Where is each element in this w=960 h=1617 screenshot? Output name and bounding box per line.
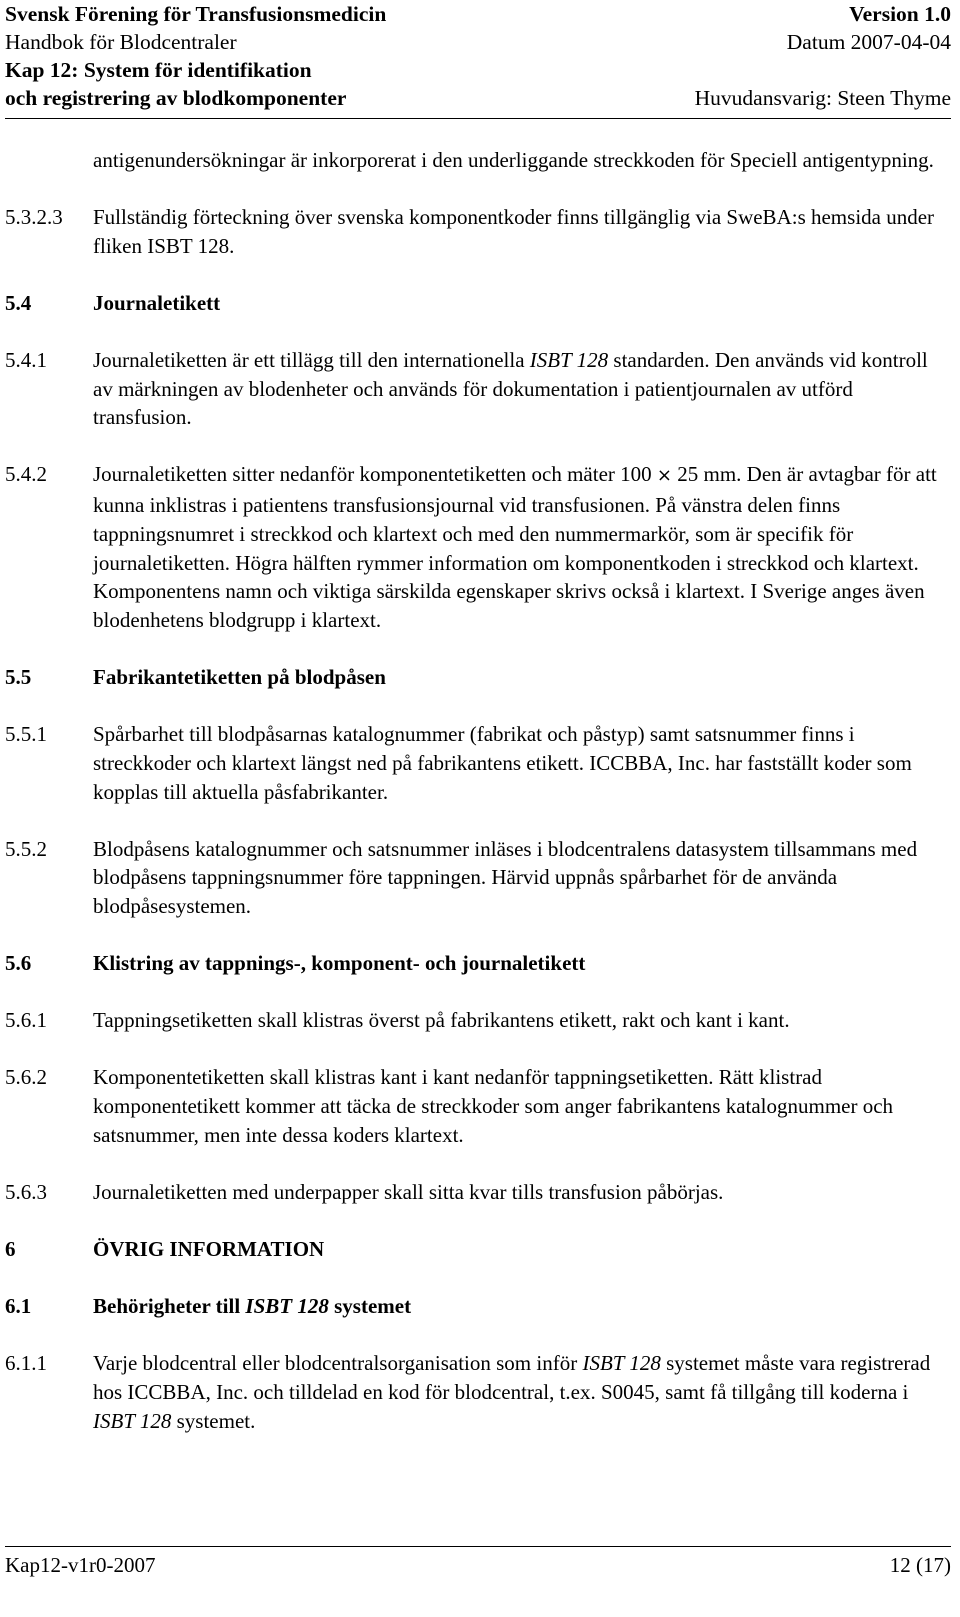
paragraph-5-5-2	[5, 835, 951, 921]
text-run: standarden. Den används vid kontroll av märkningen av blodenheter och används för dokumentation i patientjournalen av utförd transfusion.	[93, 347, 928, 430]
paragraph-number: 5.5.2	[5, 836, 47, 861]
paragraph-number: 5.6.2	[5, 1065, 47, 1090]
header-row-3	[5, 56, 951, 84]
chapter-title-line-1: Kap 12: System för identifikation	[5, 58, 312, 82]
standard-name: ISBT 128	[529, 347, 609, 372]
paragraph-number: 5.6.1	[5, 1008, 47, 1033]
paragraph-number: 5.6.3	[5, 1179, 47, 1204]
paragraph-text: antigenundersökningar är inkorporerat i den underliggande streckkoden för Speciell antigentypning.	[93, 148, 934, 172]
header-row-1	[5, 0, 951, 28]
section-heading-5-5	[5, 663, 951, 692]
handbook-title: Handbok för Blodcentraler	[5, 30, 237, 54]
section-number: 6.1	[5, 1294, 32, 1319]
document-date: Datum 2007-04-04	[786, 30, 951, 54]
standard-name: ISBT 128	[245, 1294, 329, 1319]
section-heading-5-4	[5, 289, 951, 318]
section-title: Fabrikantetiketten på blodpåsen	[93, 665, 386, 690]
text-run: systemet	[328, 1294, 412, 1319]
multiplication-sign: ×	[656, 465, 672, 487]
section-title: ÖVRIG INFORMATION	[93, 1236, 325, 1261]
paragraph-5-3-2-3	[5, 203, 951, 260]
paragraph-5-4-2	[5, 460, 951, 634]
chapter-title-line-2: och registrering av blodkomponenter	[5, 86, 347, 110]
section-title: Klistring av tappnings-, komponent- och journaletikett	[93, 951, 586, 976]
paragraph-5-6-3	[5, 1178, 951, 1207]
paragraph-5-4-1	[5, 346, 951, 432]
paragraph-text	[93, 1349, 951, 1435]
document-body	[5, 146, 951, 1464]
text-run: Behörigheter till	[93, 1294, 246, 1319]
section-number: 5.6	[5, 951, 32, 976]
footer-row	[5, 1551, 951, 1579]
text-run: Journaletiketten sitter nedanför komponentetiketten och mäter 100	[93, 462, 657, 487]
page-header	[5, 0, 951, 112]
text-run: Journaletiketten är ett tillägg till den internationella	[93, 347, 530, 372]
paragraph-text: Fullständig förteckning över svenska komponentkoder finns tillgänglig via SweBA:s hemsida under fliken ISBT 128.	[93, 205, 935, 258]
paragraph-6-1-1	[5, 1349, 951, 1435]
paragraph-5-6-2	[5, 1063, 951, 1149]
responsible-person: Huvudansvarig: Steen Thyme	[694, 86, 951, 110]
standard-name: ISBT 128	[582, 1351, 661, 1376]
page-footer	[5, 1546, 951, 1579]
footer-divider	[5, 1546, 951, 1547]
paragraph-number: 5.4.1	[5, 347, 47, 372]
section-heading-6-1	[5, 1292, 951, 1321]
paragraph-text: Tappningsetiketten skall klistras överst på fabrikantens etikett, rakt och kant i kant.	[93, 1008, 790, 1033]
paragraph-number: 5.4.2	[5, 462, 47, 487]
section-number: 6	[5, 1236, 16, 1261]
text-run: systemet måste vara registrerad hos ICCBBA, Inc. och tilldelad en kod för blodcentral, t.ex. S0045, samt få tillgång till koderna i	[93, 1351, 931, 1404]
paragraph-text	[93, 346, 951, 432]
header-row-2	[5, 28, 951, 56]
paragraph-number: 6.1.1	[5, 1351, 47, 1376]
header-divider	[5, 118, 951, 119]
section-heading-5-6	[5, 949, 951, 978]
header-row-4	[5, 84, 951, 112]
section-number: 5.5	[5, 665, 32, 690]
section-title: Journaletikett	[93, 290, 221, 315]
text-run: systemet.	[171, 1408, 256, 1433]
paragraph-number: 5.3.2.3	[5, 205, 63, 230]
document-id: Kap12-v1r0-2007	[5, 1553, 156, 1577]
paragraph-text: Journaletiketten med underpapper skall sitta kvar tills transfusion påbörjas.	[93, 1179, 724, 1204]
paragraph-number: 5.5.1	[5, 722, 47, 747]
standard-name: ISBT 128	[93, 1408, 172, 1433]
page-number: 12 (17)	[889, 1553, 951, 1577]
paragraph-5-5-1	[5, 720, 951, 806]
document-version: Version 1.0	[849, 2, 951, 26]
paragraph-text: Spårbarhet till blodpåsarnas katalognummer (fabrikat och påstyp) samt satsnummer finns i streckkoder och klartext längst ned på fabrikantens etikett. ICCBBA, Inc. har fastställt koder som kopplas till aktuella påsfabrikanter.	[93, 722, 912, 804]
paragraph-text: Komponentetiketten skall klistras kant i kant nedanför tappningsetiketten. Rätt klistrad komponentetikett kommer att täcka de streckkoder som anger fabrikantens katalognummer och satsnummer, men inte dessa koders klartext.	[93, 1065, 894, 1147]
paragraph-continued	[5, 146, 951, 175]
text-run: Varje blodcentral eller blodcentralsorganisation som inför	[93, 1351, 583, 1376]
chapter-heading-6	[5, 1235, 951, 1264]
text-run: 25 mm. Den är avtagbar för att kunna inklistras i patientens transfusionsjournal vid transfusionen. På vänstra delen finns tappningsnumret i streckkod och klartext och med den nummermarkör, som är specifik för journaletiketten. Högra hälften rymmer information om komponentkoden i streckkod och klartext. Komponentens namn och viktiga särskilda egenskaper skrivs också i klartext. I Sverige anges även blodenhetens blodgrupp i klartext.	[93, 462, 937, 632]
paragraph-5-6-1	[5, 1006, 951, 1035]
section-title	[93, 1292, 951, 1321]
organization-name: Svensk Förening för Transfusionsmedicin	[5, 2, 387, 26]
paragraph-text: Blodpåsens katalognummer och satsnummer inläses i blodcentralens datasystem tillsammans med blodpåsens tappningsnummer före tappningen. Härvid uppnås spårbarhet för de använda blodpåsesystemen.	[93, 836, 918, 919]
paragraph-text	[93, 460, 951, 634]
section-number: 5.4	[5, 290, 32, 315]
